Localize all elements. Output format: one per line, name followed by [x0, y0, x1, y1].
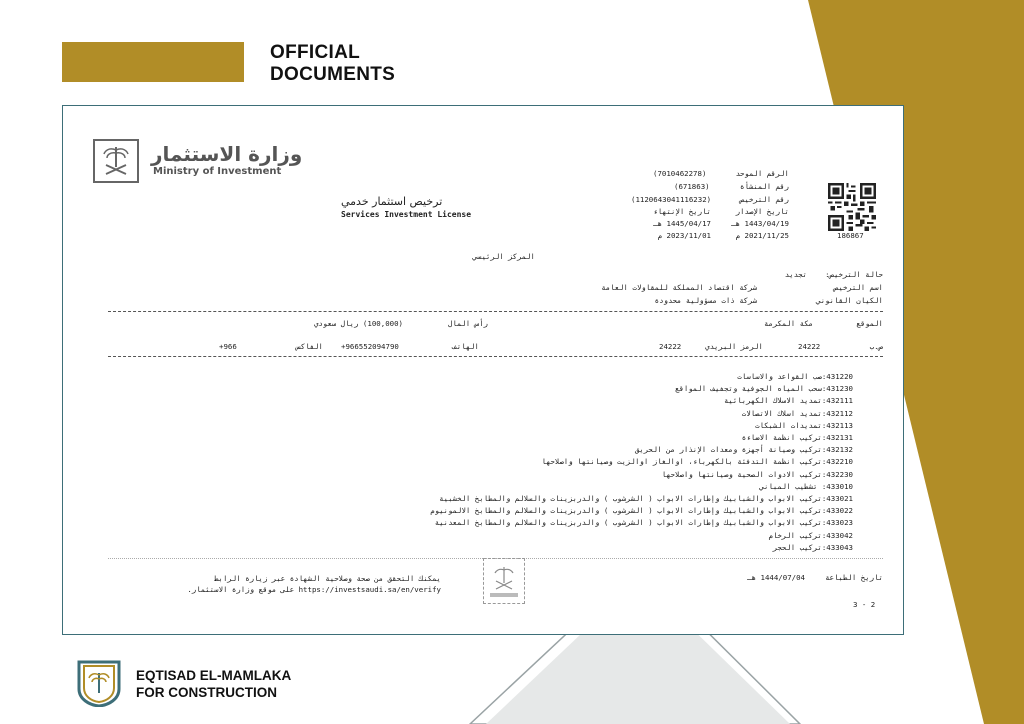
verify-text-line1: يمكنك التحقق من صحة وصلاحية الشهادة عبر زيارة الرابط: [214, 574, 441, 583]
fax-value: +966: [219, 342, 237, 351]
divider: [108, 311, 883, 312]
pobox-label: ص.ب: [869, 342, 883, 351]
activity-item: 433042:تركيب الرخام: [768, 530, 853, 540]
license-title-ar: ترخيص استثمار خدمي: [341, 195, 443, 208]
activity-item: 432131:تركيب انظمة الاضاءة: [741, 433, 853, 442]
activity-item: 432230:تركيب الادوات الصحية وصيانتها واصلاحها: [661, 469, 853, 479]
ministry-name-ar: وزارة الاستثمار: [151, 142, 303, 166]
legal-entity-label: الكيان القانوني: [816, 296, 883, 305]
info-value: (671863): [674, 182, 710, 191]
page-title: OFFICIAL DOCUMENTS: [270, 42, 396, 85]
expiry-date-label: تاريخ الإنتهاء: [653, 207, 711, 216]
main-center-label: المركز الرئيسي: [472, 252, 535, 261]
activity-item: 431220:صب القواعد والاساسات: [737, 372, 853, 381]
activity-item: 433010: تشطيب المباني: [759, 481, 853, 491]
postal-value: 24222: [659, 342, 682, 351]
activity-item: 432111:تمديد الاسلاك الكهربائية: [723, 396, 853, 406]
issue-date-hijri: 1443/04/19 هـ: [731, 219, 789, 228]
divider: [108, 356, 883, 357]
license-name-label: اسم الترخيص: [834, 283, 883, 292]
info-value: (1120643041116232): [631, 195, 712, 204]
company-logo-icon: [76, 659, 122, 707]
info-value: (7010462278): [653, 169, 707, 178]
postal-label: الرمز البريدي: [705, 342, 763, 351]
company-name: EQTISAD EL-MAMLAKA FOR CONSTRUCTION: [136, 668, 292, 700]
capital-label: رأس المال: [447, 319, 488, 328]
print-date-label: تاريخ الطباعة: [825, 573, 883, 582]
phone-value: +966552094790: [341, 342, 399, 351]
issue-date-gregorian: 2021/11/25 م: [735, 231, 789, 240]
header-gold-bar: [62, 42, 244, 82]
location-label: الموقع: [856, 319, 883, 328]
expiry-date-hijri: 1445/04/17 هـ: [653, 219, 711, 228]
info-label: الرقم الموحد: [735, 169, 789, 178]
activity-item: 432112:تمديد اسلاك الاتصالات: [741, 408, 853, 418]
activity-item: 433021:تركيب الابواب والشبابيك وإطارات الابواب ( الشرشوب ) والدربزينات والسلالم والمطابخ الخشبية: [439, 494, 853, 503]
qr-number: 186867: [837, 231, 864, 240]
license-document: [62, 105, 904, 635]
activity-item: 433023:تركيب الابواب والشبابيك وإطارات الابواب ( الشرشوب ) والدربزينات والسلالم والمطابخ المعدنية: [434, 518, 853, 528]
license-status-label: حالة الترخيص:: [825, 270, 883, 279]
pobox-value: 24222: [798, 342, 821, 351]
verify-text-line2: https://investsaudi.sa/en/verify على موقع وزارة الاستثمار.: [187, 585, 441, 594]
legal-entity-value: شركة ذات مسؤولية محدودة: [654, 296, 757, 305]
ministry-name-en: Ministry of Investment: [153, 166, 282, 177]
seal-stamp-icon: [483, 558, 525, 604]
page-number: 3 - 2: [853, 600, 876, 609]
expiry-date-gregorian: 2023/11/01 م: [657, 231, 711, 240]
phone-label: الهاتف: [452, 342, 479, 351]
ministry-emblem-icon: [93, 139, 139, 183]
fax-label: الفاكس: [296, 342, 323, 351]
activity-item: 433043:تركيب الحجر: [772, 542, 853, 552]
activity-item: 432132:تركيب وصيانة أجهزة ومعدات الإنذار من الحريق: [634, 445, 853, 455]
qr-code-icon: [826, 183, 878, 231]
activity-item: 431230:سحب المياه الجوفية وتجفيف المواقع: [675, 384, 853, 394]
info-label: رقم الترخيص: [740, 195, 789, 204]
license-title-en: Services Investment License: [341, 210, 472, 219]
location-value: مكة المكرمة: [764, 319, 813, 328]
activity-item: 432210:تركيب انظمة التدفئة بالكهرباء، اوالغاز اوالزيت وصيانتها واصلاحها: [541, 457, 853, 467]
capital-value: (100,000) ريال سعودي: [313, 319, 403, 328]
license-name-value: شركة اقتصاد المملكة للمقاولات العامة: [601, 283, 757, 292]
print-date-value: 1444/07/04 هـ: [747, 573, 805, 582]
issue-date-label: تاريخ الإصدار: [735, 207, 789, 216]
activity-item: 433022:تركيب الابواب والشبابيك وإطارات الابواب ( الشرشوب ) والدربزينات والسلالم والمطابخ الالمونيوم: [430, 506, 853, 516]
activity-item: 432113:تمديدات الشبكات: [755, 420, 853, 430]
license-status-value: تجديد: [784, 270, 807, 279]
info-label: رقم المنشأة: [740, 182, 789, 191]
